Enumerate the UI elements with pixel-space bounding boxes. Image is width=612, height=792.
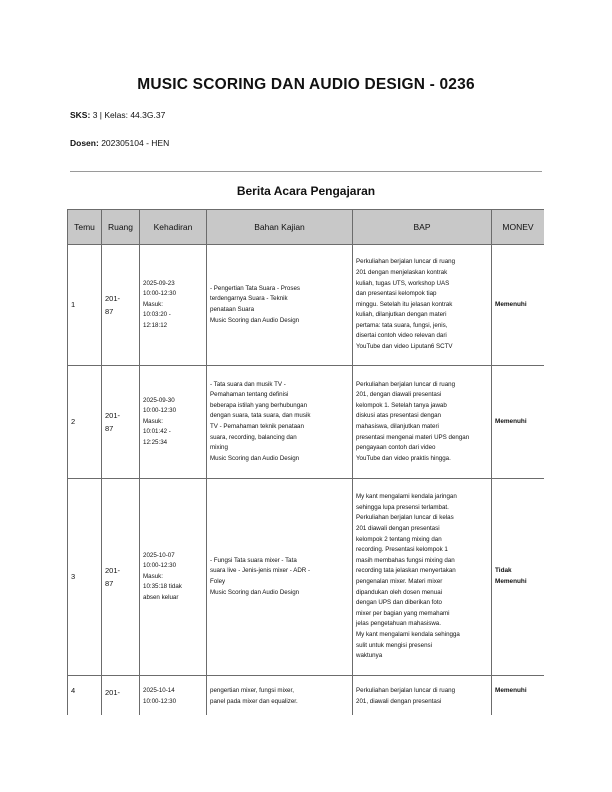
cell-ruang: 201- 87 — [102, 245, 140, 366]
cell-monev: Memenuhi — [492, 676, 545, 716]
cell-kehadiran: 2025-10-07 10:00-12:30 Masuk: 10:35:18 tidak absen keluar — [140, 479, 207, 676]
cell-ruang: 201- — [102, 676, 140, 716]
table-row — [68, 676, 545, 716]
sks-label: SKS: — [70, 110, 91, 120]
dosen-line — [70, 138, 169, 148]
table-row — [68, 245, 545, 366]
header-bap: BAP — [353, 210, 492, 245]
cell-bap: Perkuliahan berjalan luncar di ruang 201, diawali dengan presentasi — [353, 676, 492, 716]
cell-temu: 4 — [68, 676, 102, 716]
teaching-report-table — [67, 209, 544, 715]
cell-bahan-kajian: pengertian mixer, fungsi mixer, panel pada mixer dan equalizer. — [207, 676, 353, 716]
header-kehadiran: Kehadiran — [140, 210, 207, 245]
dosen-value: 202305104 - HEN — [101, 138, 170, 148]
cell-kehadiran: 2025-09-23 10:00-12:30 Masuk: 10:03:20 - 12:18:12 — [140, 245, 207, 366]
cell-kehadiran: 2025-09-30 10:00-12:30 Masuk: 10:01:42 - 12:25:34 — [140, 366, 207, 479]
header-ruang: Ruang — [102, 210, 140, 245]
table-row — [68, 366, 545, 479]
sks-line — [70, 110, 165, 120]
header-bahan-kajian: Bahan Kajian — [207, 210, 353, 245]
course-title: MUSIC SCORING DAN AUDIO DESIGN - 0236 — [137, 76, 475, 93]
divider — [70, 171, 542, 172]
section-title: Berita Acara Pengajaran — [236, 184, 376, 198]
cell-temu: 3 — [68, 479, 102, 676]
table-row — [68, 479, 545, 676]
cell-bap: Perkuliahan berjalan luncar di ruang 201 dengan menjelaskan kontrak kuliah, tugas UTS, workshop UAS dan presentasi kelompok tiap minggu. Setelah itu jelasan kontrak kuliah, dilanjutkan dengan materi pertama: tata suara, fungsi, jenis, disertai contoh video relevan dari YouTube dan video Liputan6 SCTV — [353, 245, 492, 366]
teaching-report-table-wrapper — [67, 209, 544, 715]
cell-bahan-kajian: - Pengertian Tata Suara - Proses terdengarnya Suara - Teknik penataan Suara Music Scoring dan Audio Design — [207, 245, 353, 366]
cell-bap: My kant mengalami kendala jaringan sehingga lupa presensi terlambat. Perkuliahan berjalan luncar di kelas 201 diawali dengan presentasi kelompok 2 tentang mixing dan recording. Presentasi kelompok 1 masih membahas fungsi mixing dan recording tata jelaskan menyertakan pengenalan mixer. Materi mixer dipandukan oleh dosen menuai dengan UPS dan diberikan foto mixer per bagian yang memahami jelas pengetahuan mahasiswa. My kant mengalami kendala sehingga sulit untuk mengisi presensi waktunya — [353, 479, 492, 676]
dosen-label: Dosen: — [70, 138, 99, 148]
cell-temu: 2 — [68, 366, 102, 479]
sks-value: 3 | Kelas: 44.3G.37 — [92, 110, 166, 120]
cell-bap: Perkuliahan berjalan luncar di ruang 201, dengan diawali presentasi kelompok 1. Setelah tanya jawab diskusi atas presentasi dengan mahasiswa, dilanjutkan materi presentasi mengenai materi UPS dengan pengayaan contoh dari video YouTube dan video praktis hingga. — [353, 366, 492, 479]
cell-ruang: 201- 87 — [102, 479, 140, 676]
cell-monev: Memenuhi — [492, 245, 545, 366]
cell-monev: Memenuhi — [492, 366, 545, 479]
cell-temu: 1 — [68, 245, 102, 366]
table-header-row — [68, 210, 545, 245]
cell-kehadiran: 2025-10-14 10:00-12:30 — [140, 676, 207, 716]
header-temu: Temu — [68, 210, 102, 245]
cell-monev: Tidak Memenuhi — [492, 479, 545, 676]
cell-ruang: 201- 87 — [102, 366, 140, 479]
header-monev: MONEV — [492, 210, 545, 245]
cell-bahan-kajian: - Fungsi Tata suara mixer - Tata suara live - Jenis-jenis mixer - ADR - Foley Music Scoring dan Audio Design — [207, 479, 353, 676]
cell-bahan-kajian: - Tata suara dan musik TV - Pemahaman tentang definisi beberapa istilah yang berhubungan dengan suara, tata suara, dan musik TV - Pemahaman teknik penataan suara, recording, balancing dan mixing Music Scoring dan Audio Design — [207, 366, 353, 479]
